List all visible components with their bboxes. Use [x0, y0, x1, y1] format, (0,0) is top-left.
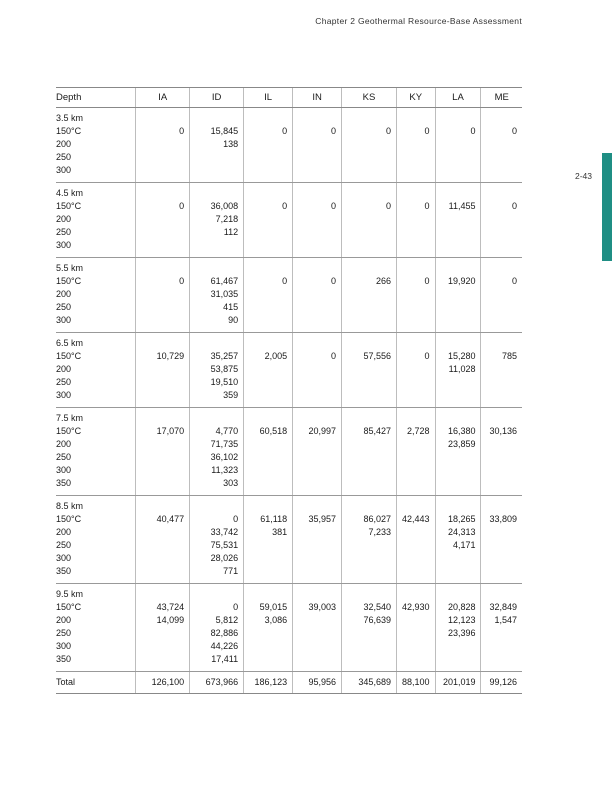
cell-value: 381: [272, 527, 288, 537]
row-spacer: [441, 112, 476, 125]
cell-value: 44,226: [210, 641, 239, 651]
cell-value: 0: [470, 126, 476, 136]
temperature-label: 300: [56, 641, 72, 651]
column-header: ME: [481, 88, 522, 108]
cell-value: 40,477: [156, 514, 185, 524]
value-cell: [136, 258, 190, 333]
cell-value: 71,735: [210, 439, 239, 449]
page-number: 2-43: [575, 171, 593, 181]
value-cell: [396, 108, 435, 183]
cell-value: 17,070: [156, 426, 185, 436]
temperature-label: 150°C: [56, 126, 82, 136]
value-cell: [481, 408, 522, 496]
temperature-label: 300: [56, 240, 72, 250]
cell-value: 60,518: [259, 426, 288, 436]
value-cell: [136, 584, 190, 672]
row-spacer: [347, 187, 391, 200]
value-cell: [293, 496, 342, 584]
total-value: 99,126: [481, 672, 522, 694]
temperature-label: 150°C: [56, 426, 82, 436]
value-cell: [342, 333, 397, 408]
row-spacer: [195, 187, 238, 200]
depth-label: 4.5 km: [56, 188, 84, 198]
row-spacer: [486, 187, 517, 200]
temperature-label: 350: [56, 478, 72, 488]
cell-value: 20,828: [447, 602, 476, 612]
value-cell: [481, 333, 522, 408]
value-cell: [244, 333, 293, 408]
value-cell: [136, 496, 190, 584]
cell-value: 0: [331, 351, 337, 361]
cell-value: 11,455: [448, 201, 476, 211]
value-cell: [136, 183, 190, 258]
cell-value: 14,099: [156, 615, 185, 625]
column-header: KY: [396, 88, 435, 108]
temperature-label: 350: [56, 566, 72, 576]
cell-value: 90: [228, 315, 239, 325]
value-cell: [481, 584, 522, 672]
cell-value: 43,724: [156, 602, 185, 612]
row-spacer: [298, 262, 336, 275]
cell-value: 59,015: [259, 602, 288, 612]
value-cell: [396, 408, 435, 496]
temperature-label: 200: [56, 214, 72, 224]
depth-label: 6.5 km: [56, 338, 84, 348]
value-cell: [435, 584, 481, 672]
cell-value: 19,510: [210, 377, 239, 387]
depth-label: 9.5 km: [56, 589, 84, 599]
row-spacer: [195, 337, 238, 350]
value-cell: [342, 108, 397, 183]
value-cell: [136, 108, 190, 183]
value-cell: [481, 183, 522, 258]
value-cell: [396, 333, 435, 408]
temperature-label: 150°C: [56, 276, 82, 286]
cell-value: 15,280: [447, 351, 476, 361]
cell-value: 0: [282, 201, 288, 211]
cell-value: 0: [331, 201, 337, 211]
row-spacer: [298, 112, 336, 125]
cell-value: 0: [424, 201, 430, 211]
row-spacer: [141, 112, 184, 125]
row-spacer: [402, 337, 430, 350]
temperature-label: 350: [56, 654, 72, 664]
column-header: LA: [435, 88, 481, 108]
cell-value: 42,443: [401, 514, 430, 524]
temperature-label: 200: [56, 364, 72, 374]
cell-value: 359: [223, 390, 239, 400]
cell-value: 61,467: [210, 276, 239, 286]
row-spacer: [402, 412, 430, 425]
cell-value: 0: [233, 602, 239, 612]
cell-value: 32,849: [489, 602, 517, 612]
cell-value: 0: [282, 276, 288, 286]
row-spacer: [298, 588, 336, 601]
cell-value: 4,171: [452, 540, 476, 550]
temperature-label: 200: [56, 439, 72, 449]
row-spacer: [141, 500, 184, 513]
row-spacer: [486, 412, 517, 425]
chapter-side-tab: [602, 153, 612, 261]
row-spacer: [441, 337, 476, 350]
cell-value: 86,027: [363, 514, 391, 524]
cell-value: 2,728: [406, 426, 430, 436]
temperature-label: 300: [56, 553, 72, 563]
cell-value: 53,875: [210, 364, 239, 374]
temperature-label: 300: [56, 315, 72, 325]
row-spacer: [486, 337, 517, 350]
row-spacer: [249, 112, 287, 125]
table-row: [56, 496, 522, 584]
value-cell: [342, 584, 397, 672]
temperature-label: 200: [56, 139, 72, 149]
temperature-label: 150°C: [56, 351, 82, 361]
temperature-label: 300: [56, 465, 72, 475]
row-spacer: [141, 588, 184, 601]
temperature-label: 300: [56, 390, 72, 400]
total-value: 126,100: [136, 672, 190, 694]
temperature-label: 250: [56, 152, 72, 162]
temperature-label: 200: [56, 527, 72, 537]
value-cell: [435, 108, 481, 183]
cell-value: 0: [179, 126, 185, 136]
cell-value: 2,005: [264, 351, 288, 361]
value-cell: [190, 584, 244, 672]
cell-value: 266: [375, 276, 391, 286]
cell-value: 18,265: [447, 514, 476, 524]
resource-base-table: [56, 87, 522, 694]
table-row: [56, 584, 522, 672]
value-cell: [190, 333, 244, 408]
temperature-label: 150°C: [56, 201, 82, 211]
row-spacer: [486, 588, 517, 601]
table-row: [56, 183, 522, 258]
value-cell: [190, 108, 244, 183]
row-spacer: [298, 500, 336, 513]
temperature-label: 200: [56, 289, 72, 299]
temperature-label: 250: [56, 377, 72, 387]
value-cell: [435, 408, 481, 496]
row-spacer: [441, 187, 476, 200]
cell-value: 0: [282, 126, 288, 136]
row-spacer: [195, 262, 238, 275]
column-header: IN: [293, 88, 342, 108]
cell-value: 20,997: [308, 426, 337, 436]
value-cell: [481, 258, 522, 333]
value-cell: [396, 584, 435, 672]
cell-value: 1,547: [494, 615, 517, 625]
cell-value: 0: [511, 126, 517, 136]
row-spacer: [141, 337, 184, 350]
value-cell: [396, 496, 435, 584]
cell-value: 36,102: [210, 452, 239, 462]
value-cell: [244, 584, 293, 672]
value-cell: [136, 333, 190, 408]
cell-value: 33,742: [210, 527, 239, 537]
row-spacer: [141, 262, 184, 275]
cell-value: 0: [331, 126, 337, 136]
value-cell: [293, 408, 342, 496]
value-cell: [435, 496, 481, 584]
cell-value: 36,008: [210, 201, 239, 211]
depth-label: 5.5 km: [56, 263, 84, 273]
depth-temperature-cell: [56, 108, 136, 183]
row-spacer: [249, 187, 287, 200]
value-cell: [342, 496, 397, 584]
row-spacer: [347, 500, 391, 513]
total-value: 95,956: [293, 672, 342, 694]
row-spacer: [298, 187, 336, 200]
row-spacer: [141, 187, 184, 200]
cell-value: 785: [501, 351, 517, 361]
running-header: Chapter 2 Geothermal Resource-Base Assessment: [315, 16, 522, 26]
cell-value: 23,859: [447, 439, 476, 449]
row-spacer: [249, 412, 287, 425]
table-header-row: [56, 88, 522, 108]
row-spacer: [249, 588, 287, 601]
value-cell: [136, 408, 190, 496]
cell-value: 24,313: [447, 527, 476, 537]
cell-value: 35,257: [210, 351, 239, 361]
temperature-label: 250: [56, 227, 72, 237]
cell-value: 4,770: [215, 426, 239, 436]
total-value: 201,019: [435, 672, 481, 694]
row-spacer: [441, 412, 476, 425]
value-cell: [244, 496, 293, 584]
value-cell: [396, 183, 435, 258]
cell-value: 0: [385, 201, 391, 211]
depth-temperature-cell: [56, 408, 136, 496]
temperature-label: 150°C: [56, 602, 82, 612]
cell-value: 42,930: [401, 602, 430, 612]
value-cell: [244, 258, 293, 333]
cell-value: 17,411: [211, 654, 239, 664]
value-cell: [435, 183, 481, 258]
cell-value: 112: [223, 227, 239, 237]
row-spacer: [298, 412, 336, 425]
cell-value: 771: [223, 566, 239, 576]
row-spacer: [486, 112, 517, 125]
row-spacer: [347, 412, 391, 425]
cell-value: 7,218: [215, 214, 239, 224]
row-spacer: [249, 500, 287, 513]
value-cell: [435, 258, 481, 333]
total-value: 673,966: [190, 672, 244, 694]
value-cell: [293, 584, 342, 672]
value-cell: [244, 183, 293, 258]
cell-value: 85,427: [363, 426, 391, 436]
value-cell: [342, 258, 397, 333]
cell-value: 19,920: [447, 276, 476, 286]
column-header: IA: [136, 88, 190, 108]
cell-value: 23,396: [447, 628, 476, 638]
column-header: IL: [244, 88, 293, 108]
depth-temperature-cell: [56, 258, 136, 333]
depth-temperature-cell: [56, 333, 136, 408]
cell-value: 0: [331, 276, 337, 286]
cell-value: 3,086: [264, 615, 288, 625]
cell-value: 0: [424, 276, 430, 286]
depth-label: 8.5 km: [56, 501, 84, 511]
cell-value: 33,809: [489, 514, 517, 524]
row-spacer: [486, 500, 517, 513]
cell-value: 0: [511, 276, 517, 286]
value-cell: [244, 408, 293, 496]
table-row: [56, 408, 522, 496]
temperature-label: 250: [56, 302, 72, 312]
value-cell: [293, 333, 342, 408]
cell-value: 0: [179, 201, 185, 211]
value-cell: [481, 496, 522, 584]
row-spacer: [486, 262, 517, 275]
value-cell: [190, 258, 244, 333]
column-header: ID: [190, 88, 244, 108]
cell-value: 0: [424, 126, 430, 136]
total-value: 345,689: [342, 672, 397, 694]
cell-value: 15,845: [210, 126, 239, 136]
row-spacer: [347, 112, 391, 125]
cell-value: 0: [511, 201, 517, 211]
table-row: [56, 333, 522, 408]
row-spacer: [141, 412, 184, 425]
total-value: 186,123: [244, 672, 293, 694]
cell-value: 0: [385, 126, 391, 136]
cell-value: 35,957: [308, 514, 337, 524]
value-cell: [435, 333, 481, 408]
row-spacer: [402, 500, 430, 513]
cell-value: 10,729: [156, 351, 185, 361]
depth-temperature-cell: [56, 584, 136, 672]
column-header: KS: [342, 88, 397, 108]
row-spacer: [298, 337, 336, 350]
row-spacer: [195, 412, 238, 425]
value-cell: [190, 183, 244, 258]
cell-value: 32,540: [363, 602, 391, 612]
row-spacer: [195, 588, 238, 601]
cell-value: 0: [424, 351, 430, 361]
table-row: [56, 108, 522, 183]
cell-value: 61,118: [260, 514, 288, 524]
value-cell: [342, 408, 397, 496]
depth-temperature-cell: [56, 496, 136, 584]
depth-label: 3.5 km: [56, 113, 84, 123]
temperature-label: 150°C: [56, 514, 82, 524]
value-cell: [293, 108, 342, 183]
row-spacer: [347, 262, 391, 275]
value-cell: [396, 258, 435, 333]
temperature-label: 200: [56, 615, 72, 625]
value-cell: [342, 183, 397, 258]
total-label: Total: [56, 672, 136, 694]
temperature-label: 250: [56, 628, 72, 638]
row-spacer: [195, 500, 238, 513]
column-header: Depth: [56, 88, 136, 108]
cell-value: 415: [223, 302, 239, 312]
depth-label: 7.5 km: [56, 413, 84, 423]
row-spacer: [441, 500, 476, 513]
row-spacer: [195, 112, 238, 125]
row-spacer: [441, 588, 476, 601]
cell-value: 76,639: [363, 615, 391, 625]
value-cell: [244, 108, 293, 183]
cell-value: 12,123: [447, 615, 476, 625]
table-row: [56, 258, 522, 333]
cell-value: 7,233: [368, 527, 391, 537]
cell-value: 28,026: [210, 553, 239, 563]
row-spacer: [249, 337, 287, 350]
temperature-label: 250: [56, 540, 72, 550]
row-spacer: [347, 337, 391, 350]
value-cell: [293, 183, 342, 258]
row-spacer: [402, 187, 430, 200]
cell-value: 11,028: [448, 364, 476, 374]
row-spacer: [441, 262, 476, 275]
total-value: 88,100: [396, 672, 435, 694]
value-cell: [190, 408, 244, 496]
cell-value: 11,323: [211, 465, 239, 475]
cell-value: 82,886: [210, 628, 239, 638]
cell-value: 303: [223, 478, 239, 488]
depth-temperature-cell: [56, 183, 136, 258]
total-row: [56, 672, 522, 694]
row-spacer: [402, 588, 430, 601]
value-cell: [481, 108, 522, 183]
cell-value: 30,136: [489, 426, 517, 436]
temperature-label: 250: [56, 452, 72, 462]
cell-value: 0: [233, 514, 239, 524]
cell-value: 0: [179, 276, 185, 286]
cell-value: 39,003: [308, 602, 337, 612]
value-cell: [190, 496, 244, 584]
cell-value: 138: [223, 139, 239, 149]
temperature-label: 300: [56, 165, 72, 175]
cell-value: 75,531: [210, 540, 239, 550]
row-spacer: [402, 262, 430, 275]
cell-value: 16,380: [447, 426, 476, 436]
value-cell: [293, 258, 342, 333]
row-spacer: [347, 588, 391, 601]
row-spacer: [402, 112, 430, 125]
row-spacer: [249, 262, 287, 275]
cell-value: 31,035: [210, 289, 239, 299]
cell-value: 57,556: [363, 351, 391, 361]
cell-value: 5,812: [215, 615, 239, 625]
